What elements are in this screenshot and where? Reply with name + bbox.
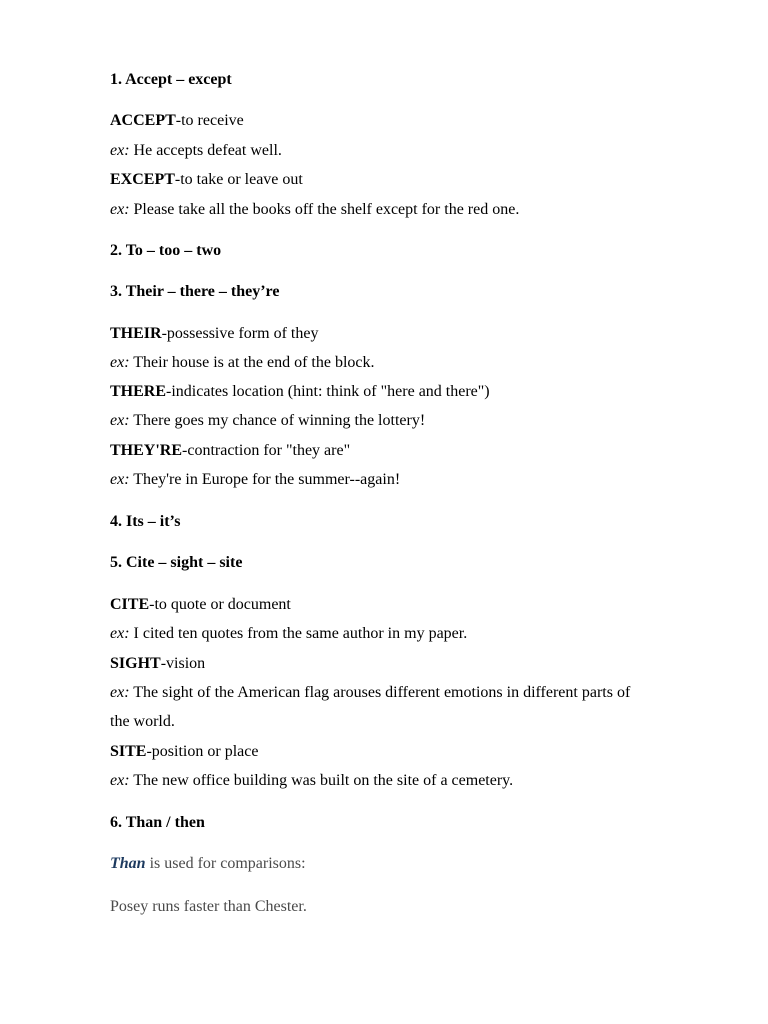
example-line-cite — [110, 624, 467, 644]
example-label: ex: — [110, 625, 130, 642]
term-sight: SIGHT — [110, 655, 161, 672]
example-sight: The sight of the American flag arouses different emotions in different parts of — [129, 684, 631, 701]
definition-except: -to take or leave out — [174, 171, 303, 188]
example-theyre: They're in Europe for the summer--again! — [129, 471, 401, 488]
definition-line-theyre — [110, 441, 350, 461]
example-line-site — [110, 771, 513, 791]
definition-their: -possessive form of they — [161, 325, 319, 342]
term-there: THERE — [110, 383, 167, 400]
than-note-text: is used for comparisons: — [145, 855, 306, 872]
definition-line-there — [110, 382, 490, 402]
definition-line-accept — [110, 111, 244, 131]
example-cite: I cited ten quotes from the same author in my paper. — [129, 625, 468, 642]
term-theyre: THEY'RE — [110, 442, 183, 459]
example-label: ex: — [110, 471, 130, 488]
example-line-theyre — [110, 470, 400, 490]
example-line-sight — [110, 683, 630, 703]
definition-theyre: -contraction for "they are" — [182, 442, 351, 459]
definition-line-their — [110, 324, 318, 344]
example-line-except — [110, 200, 519, 220]
example-line-sight-continued: the world. — [110, 713, 175, 730]
section-heading-accept-except: 1. Accept – except — [110, 71, 232, 88]
example-accept: He accepts defeat well. — [129, 142, 282, 159]
term-their: THEIR — [110, 325, 162, 342]
section-heading-their-there-theyre: 3. Their – there – they’re — [110, 283, 280, 300]
example-label: ex: — [110, 772, 130, 789]
definition-sight: -vision — [160, 655, 206, 672]
term-site: SITE — [110, 743, 147, 760]
definition-there: -indicates location (hint: think of "here and there") — [166, 383, 490, 400]
example-label: ex: — [110, 412, 130, 429]
example-their: Their house is at the end of the block. — [129, 354, 375, 371]
example-label: ex: — [110, 684, 130, 701]
definition-line-sight — [110, 654, 205, 674]
example-label: ex: — [110, 142, 130, 159]
example-label: ex: — [110, 201, 130, 218]
section-heading-than-then: 6. Than / then — [110, 814, 205, 831]
example-line-there — [110, 411, 425, 431]
than-note-line — [110, 854, 306, 874]
definition-line-except — [110, 170, 303, 190]
section-heading-its-its: 4. Its – it’s — [110, 513, 181, 530]
term-cite: CITE — [110, 596, 150, 613]
definition-cite: -to quote or document — [149, 596, 291, 613]
example-there: There goes my chance of winning the lottery! — [129, 412, 426, 429]
example-line-accept — [110, 141, 282, 161]
definition-line-cite — [110, 595, 291, 615]
definition-line-site — [110, 742, 258, 762]
section-heading-cite-sight-site: 5. Cite – sight – site — [110, 554, 243, 571]
example-line-their — [110, 353, 375, 373]
section-heading-to-too-two: 2. To – too – two — [110, 242, 222, 259]
example-site: The new office building was built on the site of a cemetery. — [129, 772, 514, 789]
term-accept: ACCEPT — [110, 112, 176, 129]
than-term: Than — [110, 855, 146, 872]
definition-accept: -to receive — [175, 112, 244, 129]
term-except: EXCEPT — [110, 171, 175, 188]
definition-site: -position or place — [146, 743, 259, 760]
example-except: Please take all the books off the shelf except for the red one. — [129, 201, 520, 218]
than-sample-sentence: Posey runs faster than Chester. — [110, 898, 307, 915]
example-label: ex: — [110, 354, 130, 371]
